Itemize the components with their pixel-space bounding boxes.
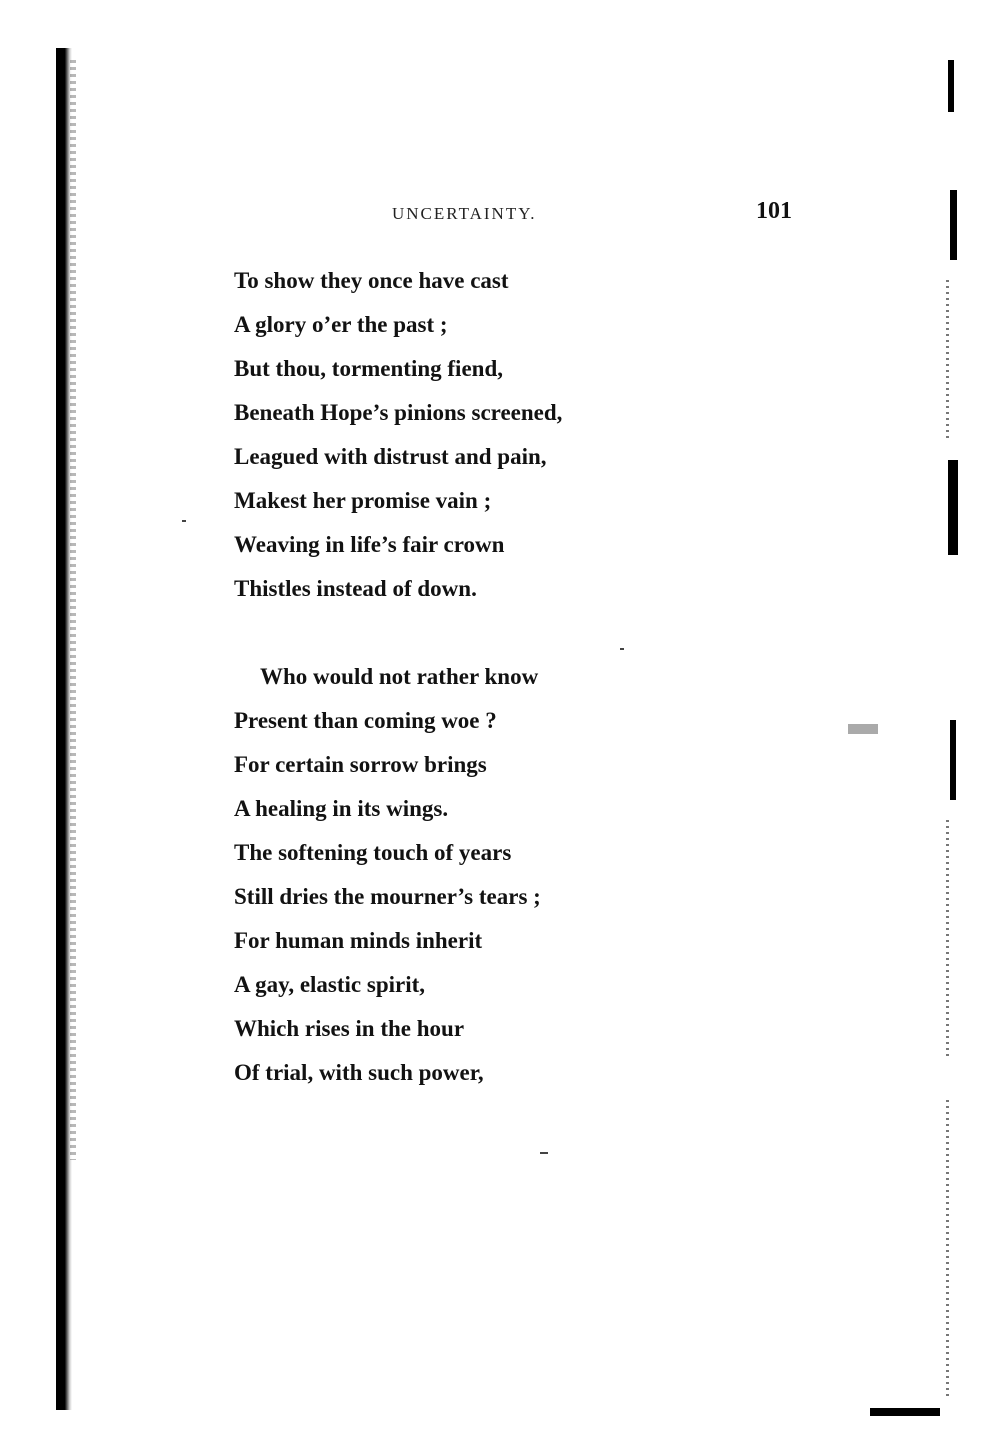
page-edge-texture xyxy=(946,820,949,1060)
poem-line: Who would not rather know xyxy=(260,664,539,689)
page-edge-mark xyxy=(948,460,958,555)
poem-line: A glory o’er the past ; xyxy=(234,312,448,337)
poem-line: Which rises in the hour xyxy=(234,1016,465,1041)
poem-line: Leagued with distrust and pain, xyxy=(234,444,547,469)
poem-line: To show they once have cast xyxy=(234,268,509,293)
poem-line: For human minds inherit xyxy=(234,928,483,953)
poem-line: Of trial, with such power, xyxy=(234,1060,484,1085)
poem-stanza-2 xyxy=(234,655,541,1095)
poem-line: Still dries the mourner’s tears ; xyxy=(234,884,541,909)
scan-speck xyxy=(620,648,624,650)
poem-stanza-1 xyxy=(234,259,562,611)
scan-speck xyxy=(540,1152,548,1154)
poem-line: Thistles instead of down. xyxy=(234,576,477,601)
poem-line: For certain sorrow brings xyxy=(234,752,487,777)
scan-speck xyxy=(848,724,878,734)
poem-line: Beneath Hope’s pinions screened, xyxy=(234,400,563,425)
page-edge-texture xyxy=(946,280,949,440)
poem-line: Present than coming woe ? xyxy=(234,708,497,733)
page-edge-mark xyxy=(870,1408,940,1416)
page-edge-texture xyxy=(946,1100,949,1400)
poem-line: A healing in its wings. xyxy=(234,796,449,821)
scan-speck xyxy=(182,520,186,522)
page-header xyxy=(0,198,1000,230)
poem-line: Makest her promise vain ; xyxy=(234,488,492,513)
page-edge-mark xyxy=(950,720,956,800)
page-number: 101 xyxy=(756,198,792,224)
poem-line: A gay, elastic spirit, xyxy=(234,972,426,997)
running-title: UNCERTAINTY. xyxy=(392,204,537,223)
poem-line: The softening touch of years xyxy=(234,840,512,865)
page-edge-mark xyxy=(948,60,954,112)
poem-line: Weaving in life’s fair crown xyxy=(234,532,505,557)
poem-line: But thou, tormenting fiend, xyxy=(234,356,503,381)
